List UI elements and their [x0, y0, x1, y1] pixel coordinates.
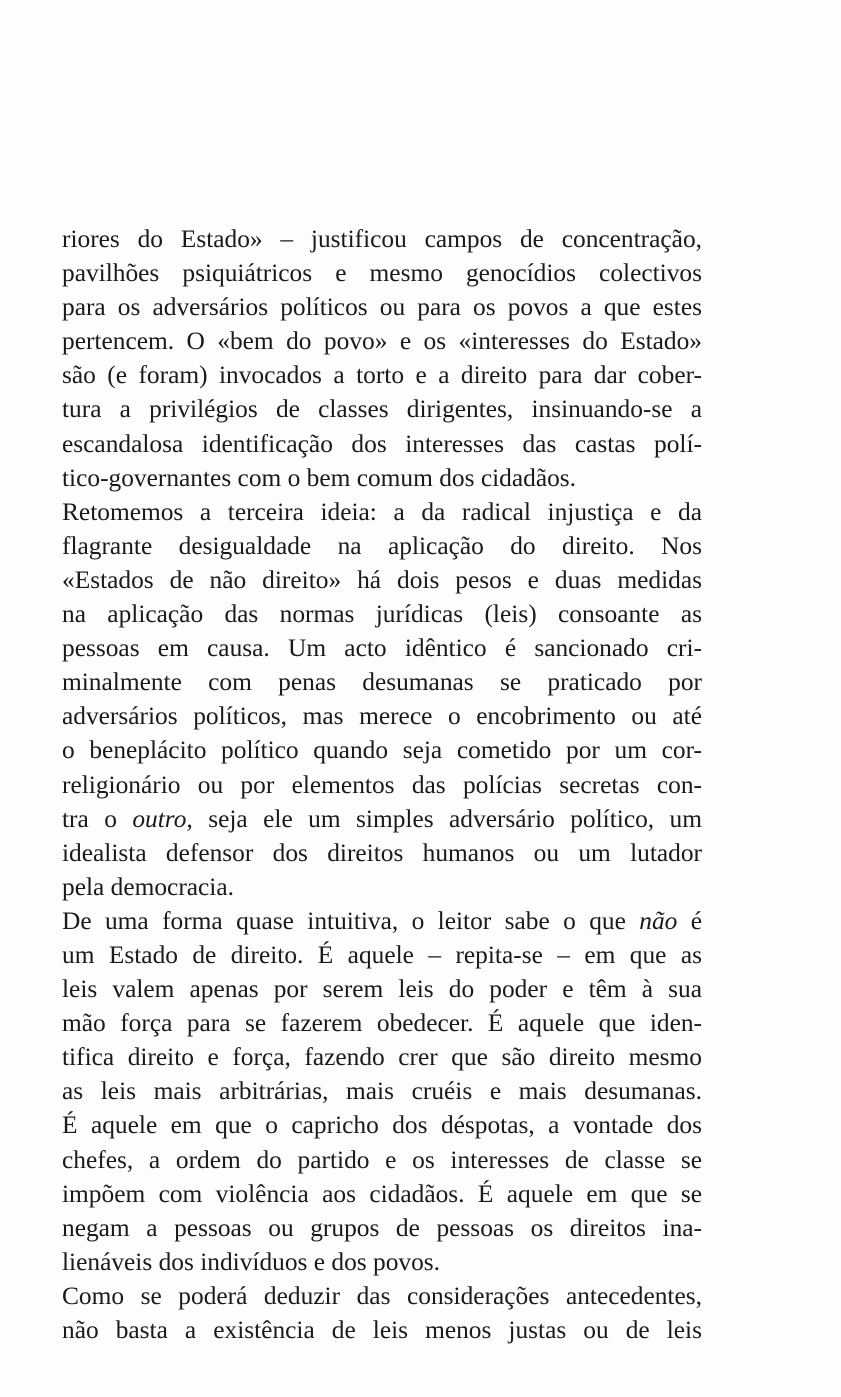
- text-line: um Estado de direito. É aquele – repita-se – em que as: [62, 940, 702, 969]
- text-line: [62, 904, 702, 938]
- text-line: as leis mais arbitrárias, mais cruéis e mais desumanas.: [62, 1077, 702, 1106]
- text-line: negam a pessoas ou grupos de pessoas os direitos ina-: [62, 1213, 702, 1242]
- italic-word: não: [639, 906, 678, 935]
- text-line: [62, 802, 702, 836]
- text-line: mão força para se fazerem obedecer. É aquele que iden-: [62, 1009, 702, 1038]
- text-line: são (e foram) invocados a torto e a direito para dar cober-: [62, 361, 702, 390]
- text-run: De uma forma quase intuitiva, o leitor sabe o que: [62, 906, 640, 935]
- text-line: riores do Estado» – justificou campos de concentração,: [62, 225, 702, 253]
- text-line: Retomemos a terceira ideia: a da radical injustiça e da: [62, 497, 702, 526]
- text-run: é: [677, 906, 702, 935]
- text-line: impõem com violência aos cidadãos. É aquele em que se: [62, 1179, 702, 1208]
- text-line: religionário ou por elementos das polícias secretas con-: [62, 770, 702, 799]
- text-line: idealista defensor dos direitos humanos ou um lutador: [62, 838, 702, 867]
- text-line: tura a privilégios de classes dirigentes, insinuando-se a: [62, 395, 702, 424]
- text-line: pertencem. O «bem do povo» e os «interesses do Estado»: [62, 327, 702, 356]
- text-line: flagrante desigualdade na aplicação do direito. Nos: [62, 531, 702, 560]
- text-line: Como se poderá deduzir das considerações antecedentes,: [62, 1281, 702, 1310]
- text-line: para os adversários políticos ou para os povos a que estes: [62, 293, 702, 322]
- text-line: «Estados de não direito» há dois pesos e duas medidas: [62, 565, 702, 594]
- text-line: leis valem apenas por serem leis do poder e têm à sua: [62, 975, 702, 1004]
- text-run: seja ele um simples adversário político, um: [192, 804, 703, 833]
- text-line: o beneplácito político quando seja cometido por um cor-: [62, 736, 702, 765]
- text-line: pavilhões psiquiátricos e mesmo genocídios colectivos: [62, 259, 702, 288]
- text-line: minalmente com penas desumanas se praticado por: [62, 668, 702, 697]
- text-line: escandalosa identificação dos interesses das castas polí-: [62, 429, 702, 458]
- text-line: na aplicação das normas jurídicas (leis) consoante as: [62, 600, 702, 629]
- text-line: pela democracia.: [62, 872, 234, 901]
- text-line: chefes, a ordem do partido e os interesses de classe se: [62, 1145, 702, 1174]
- italic-word: outro,: [132, 804, 193, 833]
- text-line: tifica direito e força, fazendo crer que são direito mesmo: [62, 1043, 702, 1072]
- text-line: adversários políticos, mas merece o encobrimento ou até: [62, 702, 702, 731]
- text-run: tra o: [62, 804, 133, 833]
- text-line: pessoas em causa. Um acto idêntico é sancionado cri-: [62, 634, 702, 663]
- text-line: É aquele em que o capricho dos déspotas, a vontade dos: [62, 1111, 702, 1140]
- text-line: tico-governantes com o bem comum dos cidadãos.: [62, 463, 577, 492]
- text-line: lienáveis dos indivíduos e dos povos.: [62, 1247, 441, 1276]
- body-text: [62, 222, 702, 1347]
- text-line: não basta a existência de leis menos justas ou de leis: [62, 1316, 702, 1344]
